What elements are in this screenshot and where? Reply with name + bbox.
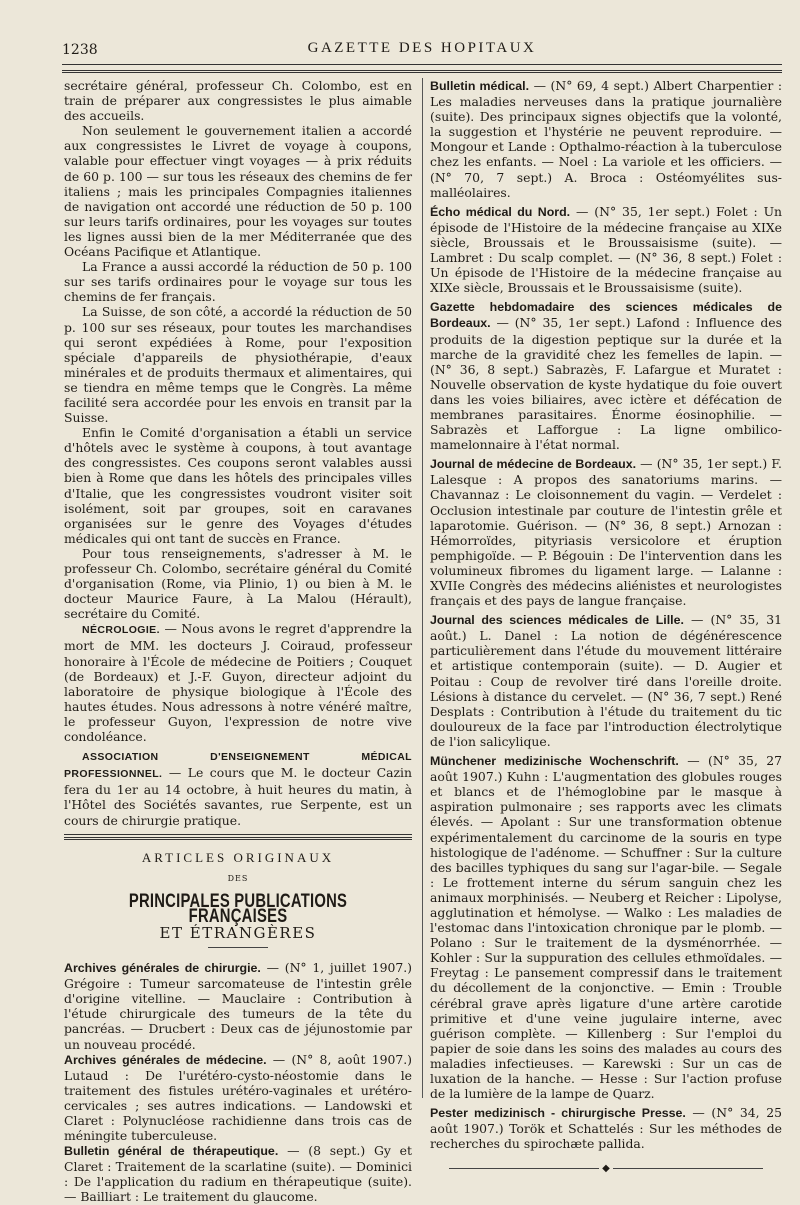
journal-entry	[430, 753, 782, 1101]
paragraph: La France a aussi accordé la réduction de 50 p. 100 sur ses tarifs ordinaires pour le voyage sur tous les chemins de fer français.	[64, 259, 412, 305]
association-text: — Le cours que M. le docteur Cazin fera du 1er au 14 octobre, à huit heures du matin, à l'Hôtel des Sociétés savantes, rue Serpente, est un cours de chirurgie pratique.	[64, 765, 412, 828]
paragraph: Enfin le Comité d'organisation a établi un service d'hôtels avec le système à coupons, à tout avantage des congressistes. Ces coupons seront valables aussi bien à Rome que dans les hôtels des principales villes d'Italie, que les congressistes voudront visiter soit isolément, soit par groupes, soit en caravanes organisées sur le genre des Voyages d'études médicales qui ont tant de succès en France.	[64, 425, 412, 546]
journal-name: Journal des sciences médicales de Lille.	[430, 613, 684, 628]
journal-text: — (N° 8, août 1907.) Lutaud : De l'urétéro-cysto-néostomie dans le traitement des fistules urétéro-vaginales et urétéro-cervicales ; ses autres indications. — Landowski et Claret : Polynucléose rachidienne dans trois cas de méningite tuberculeuse.	[64, 1051, 412, 1144]
section-heading-rule	[208, 947, 268, 948]
journal-entry	[64, 1143, 412, 1204]
section-heading-line-3: PRINCIPALES PUBLICATIONS FRANÇAISES	[128, 890, 348, 927]
journal-entry	[430, 204, 782, 296]
journal-name: Archives générales de médecine.	[64, 1052, 267, 1067]
necrology-text: — Nous avons le regret d'apprendre la mort de MM. les docteurs J. Coiraud, professeur honoraire à l'École de médecine de Poitiers ; Couquet (de Bordeaux) et J.-F. Guyon, directeur adjoint du laboratoire de physique biologique à l'École des hautes études. Nous adressons à notre vénéré maître, le professeur Guyon, l'expression de notre vive condoléance.	[64, 621, 412, 745]
column-separator	[422, 78, 423, 1098]
section-heading-line-1: ARTICLES ORIGINAUX	[141, 849, 335, 865]
journal-title: GAZETTE DES HOPITAUX	[307, 40, 537, 56]
journal-name: Bulletin médical.	[430, 79, 530, 93]
journal-entry	[430, 612, 782, 749]
association-label: ASSOCIATION D'ENSEIGNEMENT MÉDICAL PROFESSIONNEL.	[64, 751, 412, 781]
journal-text: — (N° 34, 25 août 1907.) Torök et Schattelés : Sur les méthodes de recherches du spirochæte pallida.	[430, 1105, 782, 1152]
journal-name: Münchener medizinische Wochenschrift.	[430, 754, 679, 769]
paragraph: secrétaire général, professeur Ch. Colombo, est en train de préparer aux congressistes le plus aimable des accueils.	[64, 78, 412, 124]
journal-text: — (N° 35, 27 août 1907.) Kuhn : L'augmentation des globules rouges et blancs et de l'hémoglobine par le masque à aspiration pulmonaire ; ses rapports avec les climats élevés. — Apolant : Sur une transformation obtenue expérimentalement du carcinome de la souris en type histologique de l'adénome. — Schuffner : Sur la culture des bacilles typhiques du sang sur l'agar-bile. — Segale : Le frottement interne du sérum sanguin chez les animaux morphinisés. — Neuberg et Reicher : Lipolyse, agglutination et hémolyse. — Walko : Les maladies de l'estomac dans l'intoxication chronique par le plomb. — Polano : Sur le traitement de la dysménorrhée. — Kohler : Sur la suppuration des cellules ethmoïdales. — Freytag : Le pansement compressif dans le traitement du décollement de la conjonctive. — Emin : Trouble cérébral grave après ligature d'une artère carotide primitive et d'une veine jugulaire interne, avec guérison complète. — Killenberg : Sur l'emploi du papier de soie dans les soins des malades au cours des maladies infectieuses. — Karewski : Sur un cas de luxation de la hanche. — Hesse : Sur l'action profuse de la lumière de la lampe de Quarz.	[430, 753, 782, 1102]
header-double-rule	[62, 70, 782, 73]
right-column	[430, 78, 782, 1177]
journal-text: — (N° 35, 1er sept.) Folet : Un épisode de l'Histoire de la médecine française au XIXe siècle, Broussais et le Broussaisisme (suite). — Lambret : Du scalp complet. — (N° 36, 8 sept.) Folet : Un épisode de l'Histoire de la médecine française au XIXe siècle, Broussais et le Broussaisisme (suite).	[430, 203, 782, 296]
journal-entry	[64, 1052, 412, 1144]
journal-entry	[430, 299, 782, 452]
section-double-rule	[64, 837, 412, 840]
journal-entry	[64, 960, 412, 1052]
section-heading	[64, 850, 412, 948]
necrology-paragraph	[64, 621, 412, 744]
journal-entry	[430, 78, 782, 200]
paragraph: Pour tous renseignements, s'adresser à M. le professeur Ch. Colombo, secrétaire général du Comité d'organisation (Rome, via Plinio, 1) ou bien à M. le docteur Maurice Faure, à La Malou (Hérault), secrétaire du Comité.	[64, 545, 412, 622]
journal-text: — (N° 35, 31 août.) L. Danel : La notion de dégénérescence particulièrement dans l'étude du mouvement littéraire et artistique contemporain (suite). — D. Augier et Poitau : Coup de revolver tiré dans l'oreille droite. Lésions à distance du cervelet. — (N° 36, 7 sept.) René Desplats : Contribution à l'étude du traitement du tic douloureux de la face par l'introduction électrolytique de l'ion salicylique.	[430, 612, 782, 749]
paragraph: La Suisse, de son côté, a accordé la réduction de 50 p. 100 sur ses réseaux, pour toutes les marchandises qui seront expédiées à Rome, pour l'exposition spéciale d'appareils de physiothérapie, d'eaux minérales et de produits thermaux et alimentaires, qui se tiendra en même temps que le Congrès. La même facilité sera accordée pour les envois en transit par la Suisse.	[64, 304, 412, 426]
journal-text: — (N° 35, 1er sept.) Lafond : Influence des produits de la digestion peptique sur la durée et la marche de la gravidité chez les femelles de lapin. — (N° 36, 8 sept.) Sabrazès, F. Lafargue et Muratet : Nouvelle observation de kyste hydatique du foie ouvert dans les voies biliaires, avec ictère et défécation de membranes parasitaires. Énorme éosinophilie. — Sabrazès et Lafforgue : La ligne ombilico-mamelonnaire à l'état normal.	[430, 315, 782, 453]
journal-text: — (N° 1, juillet 1907.) Grégoire : Tumeur sarcomateuse de l'intestin grêle d'origine vitelline. — Mauclaire : Contribution à l'étude chirurgicale des tumeurs de la tête du pancréas. — Drucbert : Deux cas de jéjunostomie par un nouveau procédé.	[64, 960, 413, 1052]
journal-name: Écho médical du Nord.	[430, 204, 571, 219]
section-heading-line-4: ET ÉTRANGÈRES	[159, 923, 317, 942]
journal-name: Journal de médecine de Bordeaux.	[430, 457, 637, 472]
left-column	[64, 78, 412, 1205]
header-rule	[62, 64, 782, 65]
necrology-label: NÉCROLOGIE.	[82, 624, 160, 637]
journal-name: Bulletin général de thérapeutique.	[64, 1144, 279, 1159]
journal-name: Archives générales de chirurgie.	[64, 961, 261, 976]
end-ornament: ◆	[430, 1161, 782, 1176]
association-paragraph	[64, 748, 412, 827]
section-rule	[64, 834, 412, 835]
page-number: 1238	[62, 42, 98, 58]
journal-name: Gazette hebdomadaire des sciences médicales de Bordeaux.	[430, 300, 782, 331]
journal-text: — (N° 35, 1er sept.) F. Lalesque : A propos des sanatoriums marins. — Chavannaz : Le cloisonnement du vagin. — Verdelet : Occlusion intestinale par couture de l'intestin grêle et laparotomie. Guérison. — (N° 36, 8 sept.) Arnozan : Hémorroïdes, pityriasis versicolore et éruption pemphigoïde. — P. Bégouin : De l'intervention dans les volumineux fibromes du ligament large. — Lalanne : XVIIe Congrès des médecins aliénistes et neurologistes français et des pays de langue française.	[430, 456, 782, 609]
journal-text: — (8 sept.) Gy et Claret : Traitement de la scarlatine (suite). — Dominici : De l'application du radium en thérapeutique (suite). — Bailliart : Le traitement du glaucome.	[64, 1143, 412, 1205]
paragraph: Non seulement le gouvernement italien a accordé aux congressistes le Livret de voyage à coupons, valable pour effectuer vingt voyages — à prix réduits de 60 p. 100 — sur tous les réseaux des chemins de fer italiens ; mais les principales Compagnies italiennes de navigation ont accordé une réduction de 50 p. 100 sur leurs tarifs ordinaires, pour les voyages sur toutes les lignes aussi bien de la mer Méditerranée que des Océans Pacifique et Atlantique.	[64, 123, 412, 260]
journal-entry	[430, 1105, 782, 1151]
page-header	[62, 40, 782, 66]
section-heading-line-2: DES	[227, 873, 249, 883]
journal-name: Pester medizinisch - chirurgische Presse.	[430, 1106, 686, 1121]
journal-text: — (N° 69, 4 sept.) Albert Charpentier : Les maladies nerveuses dans la pratique journalière (suite). Des principaux signes objectifs que la volonté, la suggestion et l'hystérie ne peuvent reproduire. — Mongour et Lande : Opthalmo-réaction à la tuberculose chez les enfants. — Noel : La variole et les officiers. — (N° 70, 7 sept.) A. Broca : Ostéomyélites sus-malléolaires.	[430, 78, 782, 200]
journal-entry	[430, 456, 782, 608]
